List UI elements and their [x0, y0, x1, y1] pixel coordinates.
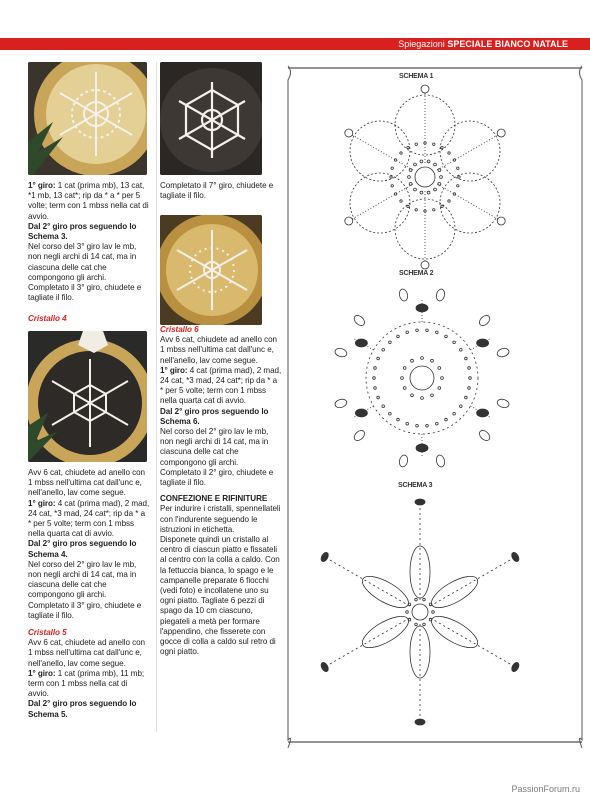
paragraph: Dal 2° giro pros seguendo lo Schema 4.	[28, 539, 137, 559]
section-heading: Cristallo 6	[160, 325, 199, 334]
paragraph: Dal 2° giro pros seguendo lo Schema 6.	[160, 406, 269, 426]
section-header-label	[398, 38, 568, 50]
paragraph: Dal 2° giro pros seguendo lo Schema 3.	[28, 221, 137, 242]
section-name: Spiegazioni	[398, 39, 445, 49]
paragraph	[28, 181, 150, 222]
schema-1-diagram	[325, 80, 525, 275]
section-title: SPECIALE BIANCO NATALE	[447, 39, 568, 49]
round-label: 1° giro:	[160, 365, 188, 375]
section-heading: Cristallo 5	[28, 628, 67, 638]
text-column-1b	[28, 468, 150, 720]
watermark: PassionForum.ru	[511, 784, 580, 794]
paragraph	[28, 669, 150, 700]
round-text: 1 cat (prima mb), 13 cat, *1 mb, 13 cat*; rip da * a * per 5 volte; term con 1 mbss nella cat di avvio.	[28, 181, 149, 221]
paragraph: Disponete quindi un cristallo al centro di ciascun piatto e fissateli al centro con la colla a caldo. Con la fettuccia bianca, lo spago e le campanelle preparate 6 fiocchi (vedi foto) e incollatene uno su ogni piatto. Tagliate 6 pezzi di spago da 10 cm ciascuno, piegateli a metà per formare l'appendino, che fisserete con gocce di colla a caldo sul retro di ogni piatto.	[160, 535, 280, 657]
schema-1-title: SCHEMA 1	[399, 73, 434, 80]
paragraph: Completato il 2° giro, chiudete e tagliate il filo.	[160, 467, 274, 488]
paragraph	[160, 366, 282, 407]
paragraph: Avv 6 cat, chiudete ad anello con 1 mbss nell'ultima cat dall'unc e, nell'anello, lav come segue.	[160, 335, 277, 365]
round-text: 1 cat (prima mb), 11 mb; term con 1 mbss nella cat di avvio.	[28, 668, 145, 699]
section-header-bar	[0, 38, 590, 50]
schema-3-title: SCHEMA 3	[398, 482, 433, 489]
schema-2-title: SCHEMA 2	[399, 270, 434, 277]
column-divider	[156, 62, 157, 732]
paragraph: Completato il 3° giro, chiudete e tagliate il filo.	[28, 283, 142, 303]
paragraph: Nel corso del 2° giro lav le mb, non negli archi di 14 cat, ma in ciascuna delle cat che compongono gli archi.	[28, 559, 137, 600]
cristallo-4-heading-block	[28, 314, 150, 324]
paragraph: Dal 2° giro pros seguendo lo Schema 5.	[28, 699, 137, 719]
schema-2-diagram	[322, 278, 522, 478]
paragraph: Nel corso del 3° giro lav le mb, non negli archi di 14 cat, ma in ciascuna delle cat che compongono gli archi.	[28, 242, 137, 282]
schema-3-diagram	[305, 492, 535, 732]
round-label: 1° giro:	[28, 181, 56, 190]
round-text: 4 cat (prima mad), 2 mad, 24 cat, *3 mad, 24 cat*; rip da * a * per 5 volte; term con 1 mbss nella quarta cat di avvio.	[160, 365, 282, 406]
crystal-photo-6	[160, 215, 262, 325]
round-text: 4 cat (prima mad), 2 mad, 24 cat, *3 mad, 24 cat*; rip da * a * per 5 volte; term con 1 mbss nella quarta cat di avvio.	[28, 498, 150, 539]
crystal-photo-3	[28, 62, 147, 175]
section-heading: CONFEZIONE E RIFINITURE	[160, 494, 268, 504]
text-column-2a	[160, 181, 282, 201]
text-column-1	[28, 181, 150, 303]
round-label: 1° giro:	[28, 498, 56, 508]
paragraph: Avv 6 cat, chiudete ad anello con 1 mbss nell'ultima cat dall'unc e, nell'anello, lav come segue.	[28, 638, 145, 668]
paragraph: Per indurire i cristalli, spennellateli con l'indurente seguendo le istruzioni in etichetta.	[160, 504, 281, 534]
round-label: 1° giro:	[28, 668, 56, 678]
paragraph: Nel corso del 2° giro lav le mb, non negli archi di 14 cat, ma in ciascuna delle cat che compongono gli archi.	[160, 427, 269, 467]
paragraph: Completato il 3° giro, chiudete e tagliate il filo.	[28, 600, 142, 620]
crystal-photo-4	[28, 331, 147, 462]
paragraph: Completato il 7° giro, chiudete e tagliate il filo.	[160, 181, 274, 201]
paragraph: Avv 6 cat, chiudete ad anello con 1 mbss nell'ultima cat dall'unc e, nell'anello, lav come segue.	[28, 468, 145, 498]
section-heading: Cristallo 4	[28, 314, 67, 323]
crystal-photo-7	[160, 62, 262, 175]
text-column-2b	[160, 325, 282, 658]
paragraph	[28, 499, 150, 540]
